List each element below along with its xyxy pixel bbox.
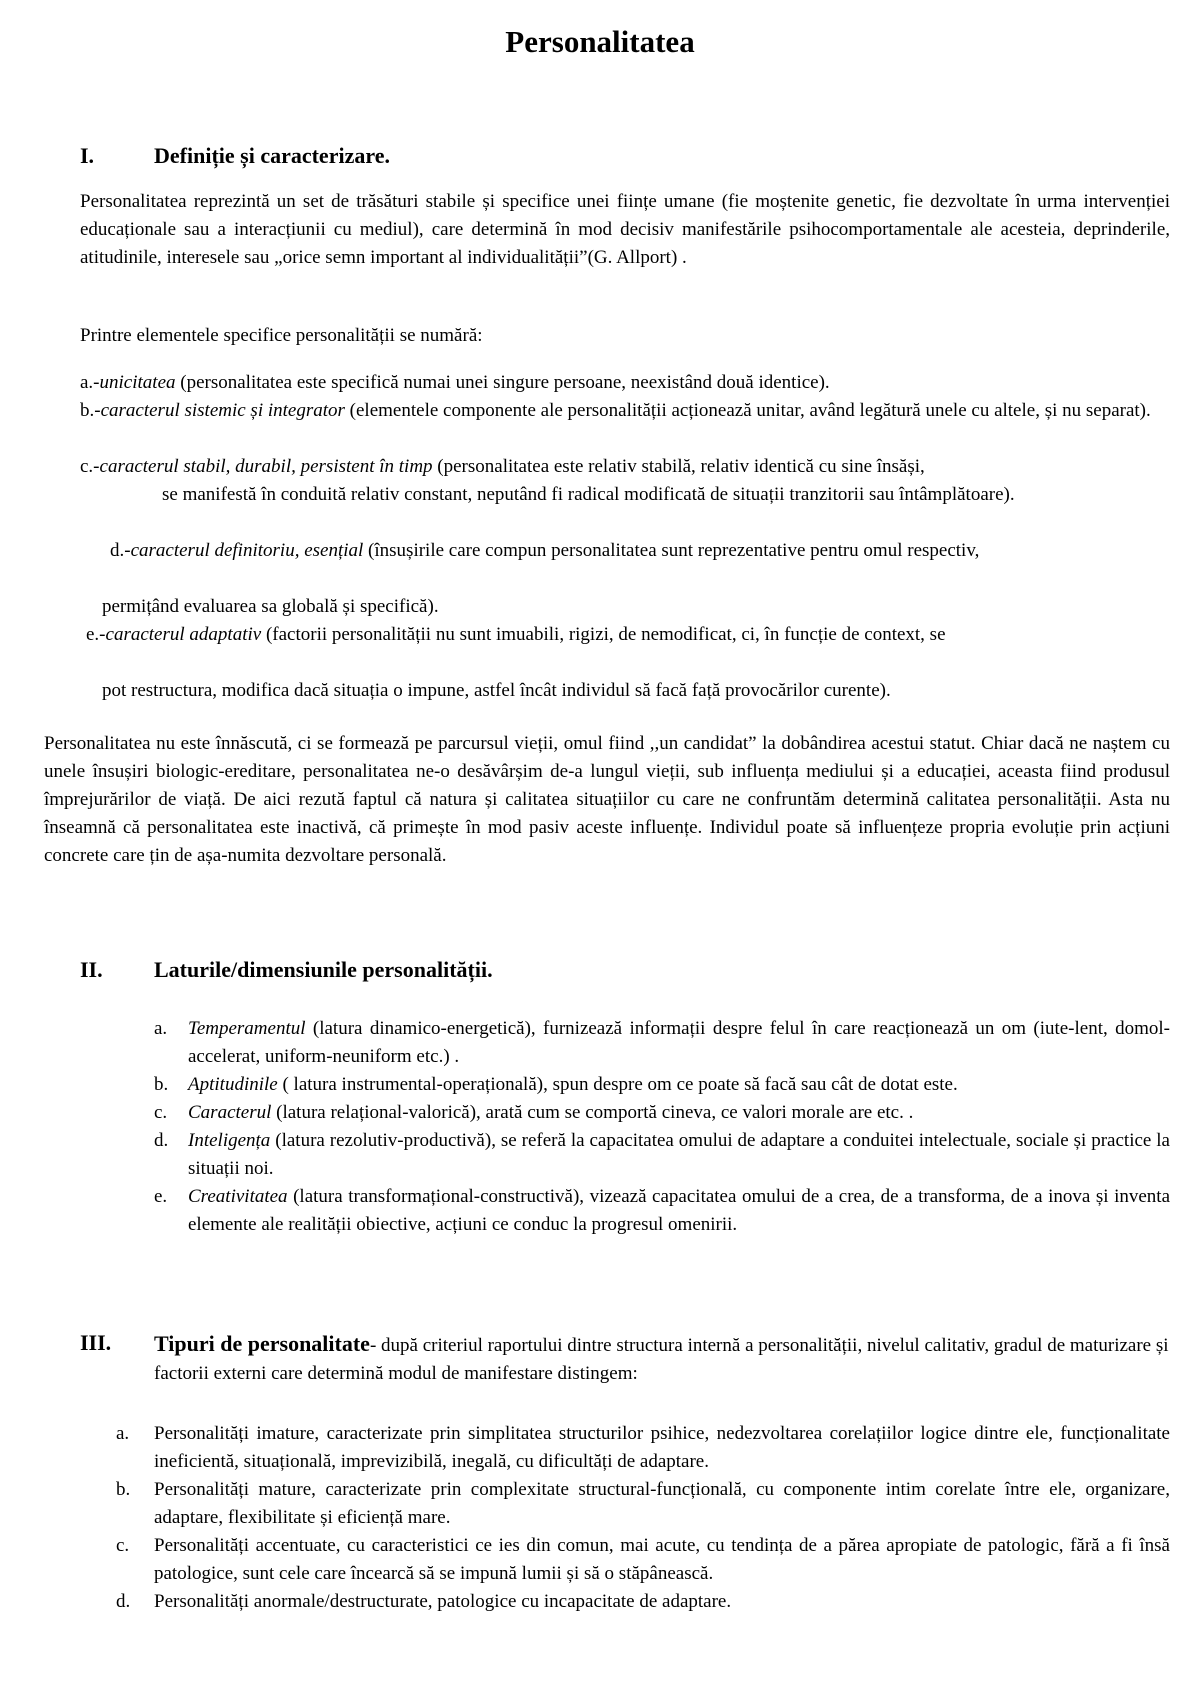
section-number: III. xyxy=(80,1330,112,1355)
item-text: Personalități imature, caracterizate prin simplitatea structurilor psihice, nedezvoltarea corelațiilor logice dintre ele, funcționalitate ineficientă, situațională, imprevizibilă, inegală, cu dificultăți de adaptare. xyxy=(154,1423,1170,1472)
list-item xyxy=(154,1071,1170,1099)
section-number: I. xyxy=(80,143,95,168)
item-text: Personalități anormale/destructurate, patologice cu incapacitate de adaptare. xyxy=(154,1591,732,1612)
page-title: Personalitatea xyxy=(505,24,695,59)
list-item-continuation xyxy=(44,481,1170,509)
item-label: a.- xyxy=(80,372,100,393)
item-term: caracterul stabil, durabil, persistent în timp xyxy=(99,456,433,477)
item-label: c. xyxy=(116,1535,130,1556)
item-text: (latura transformațional-constructivă), vizează capacitatea omului de a crea, de a transforma, de a inova și inventa elemente ale realității obiective, acțiuni ce conduc la progresul omenirii. xyxy=(188,1186,1170,1235)
item-term: Inteligența xyxy=(188,1130,271,1151)
item-label: e. xyxy=(154,1186,168,1207)
list-item xyxy=(44,537,1170,565)
item-term: caracterul sistemic și integrator xyxy=(100,400,345,421)
list-item xyxy=(116,1476,1170,1532)
section-1-heading xyxy=(80,143,1080,173)
list-item xyxy=(80,369,1170,397)
list-item xyxy=(154,1099,1170,1127)
list-item xyxy=(116,1588,1170,1616)
item-text: (însușirile care compun personalitatea sunt reprezentative pentru omul respectiv, xyxy=(363,540,980,561)
item-label: b. xyxy=(154,1074,169,1095)
list-item xyxy=(116,1420,1170,1476)
section-3-heading xyxy=(80,1330,1170,1388)
item-text: pot restructura, modifica dacă situația o impune, astfel încât individul să facă față provocărilor curente). xyxy=(102,680,891,701)
item-label: a. xyxy=(154,1018,168,1039)
item-term: Creativitatea xyxy=(188,1186,288,1207)
item-label: d. xyxy=(116,1591,131,1612)
section-1-intro: Personalitatea reprezintă un set de trăsături stabile și specifice unei ființe umane (fie moștenite genetic, fie dezvoltate în urma intervenției educaționale sau a interacțiunii cu mediul), care determină în mod decisiv manifestările psihocomportamentale ale acesteia, deprinderile, atitudinile, interesele sau „orice semn important al individualității”(G. Allport) . xyxy=(80,191,1170,268)
list-item xyxy=(116,1532,1170,1588)
item-text: Personalități mature, caracterizate prin complexitate structural-funcțională, cu componente intim corelate între ele, organizare, adaptare, flexibilitate și eficiență mare. xyxy=(154,1479,1170,1528)
item-label: d.- xyxy=(110,540,131,561)
item-label: b.- xyxy=(80,400,101,421)
item-term: Caracterul xyxy=(188,1102,272,1123)
item-text: (latura relațional-valorică), arată cum se comportă cineva, ce valori morale are etc. . xyxy=(271,1102,914,1123)
item-text: (personalitatea este specifică numai unei singure persoane, neexistând două identice). xyxy=(175,372,830,393)
list-item xyxy=(154,1127,1170,1183)
item-term: caracterul adaptativ xyxy=(105,624,262,645)
section-1-closing: Personalitatea nu este înnăscută, ci se formează pe parcursul vieții, omul fiind ,,un candidat” la dobândirea acestui statut. Chiar dacă ne naștem cu unele însușiri biologic-ereditare, personalitatea ne-o desăvârșim de-a lungul vieții, sub influența mediului și a educației, aceasta fiind produsul împrejurărilor de viață. De aici rezută faptul că natura și calitatea situațiilor cu care ne confruntăm determină calitatea personalității. Asta nu înseamnă că personalitatea este inactivă, că primește în mod pasiv aceste influențe. Individul poate să influențeze propria evoluție prin acțiuni concrete care țin de așa-numita dezvoltare personală. xyxy=(44,733,1170,866)
section-heading-rest: - după criteriul raportului dintre structura internă a personalității, nivelul calitativ, gradul de maturizare și factorii externi care determină modul de manifestare distingem: xyxy=(154,1335,1169,1384)
item-label: c.- xyxy=(80,456,100,477)
item-text: (elementele componente ale personalității acționează unitar, având legătură unele cu altele, și nu separat). xyxy=(344,400,1151,421)
list-item-continuation xyxy=(102,677,1170,705)
item-text: (latura rezolutiv-productivă), se referă la capacitatea omului de adaptare a conduitei intelectuale, sociale și practice la situații noi. xyxy=(188,1130,1170,1179)
list-item xyxy=(80,453,1170,481)
item-text: (latura dinamico-energetică), furnizează informații despre felul în care reacționează un om (iute-lent, domol-accelerat, uniform-neuniform etc.) . xyxy=(188,1018,1170,1067)
item-term: Aptitudinile xyxy=(188,1074,278,1095)
item-text: permițând evaluarea sa globală și specifică). xyxy=(102,596,439,617)
item-label: a. xyxy=(116,1423,130,1444)
section-title: Definiție și caracterizare. xyxy=(154,143,390,168)
list-item xyxy=(44,621,1170,649)
item-text: se manifestă în conduită relativ constant, neputând fi radical modificată de situații tranzitorii sau întâmplătoare). xyxy=(162,484,1015,505)
item-term: caracterul definitoriu, esențial xyxy=(130,540,364,561)
section-1-lead: Printre elementele specifice personalității se numără: xyxy=(80,325,483,346)
item-text: (factorii personalității nu sunt imuabili, rigizi, de nemodificat, ci, în funcție de context, se xyxy=(261,624,946,645)
list-item-continuation xyxy=(102,593,1170,621)
section-number: II. xyxy=(80,957,103,982)
item-term: unicitatea xyxy=(99,372,176,393)
item-label: e.- xyxy=(86,624,106,645)
item-text: (personalitatea este relativ stabilă, relativ identică cu sine însăși, xyxy=(432,456,925,477)
section-title: Laturile/dimensiunile personalității. xyxy=(154,957,493,982)
item-label: c. xyxy=(154,1102,168,1123)
item-label: b. xyxy=(116,1479,131,1500)
list-item xyxy=(154,1183,1170,1239)
list-item xyxy=(80,397,1170,425)
section-title: Tipuri de personalitate xyxy=(154,1331,370,1356)
item-label: d. xyxy=(154,1130,169,1151)
section-2-heading xyxy=(80,957,1080,987)
item-term: Temperamentul xyxy=(188,1018,306,1039)
item-text: ( latura instrumental-operațională), spun despre om ce poate să facă sau cât de dotat este. xyxy=(277,1074,958,1095)
item-text: Personalități accentuate, cu caracteristici ce ies din comun, mai acute, cu tendința de a părea apropiate de patologic, fără a fi însă patologice, sunt cele care încearcă să se impună lumii și să o stăpânească. xyxy=(154,1535,1170,1584)
list-item xyxy=(154,1015,1170,1071)
